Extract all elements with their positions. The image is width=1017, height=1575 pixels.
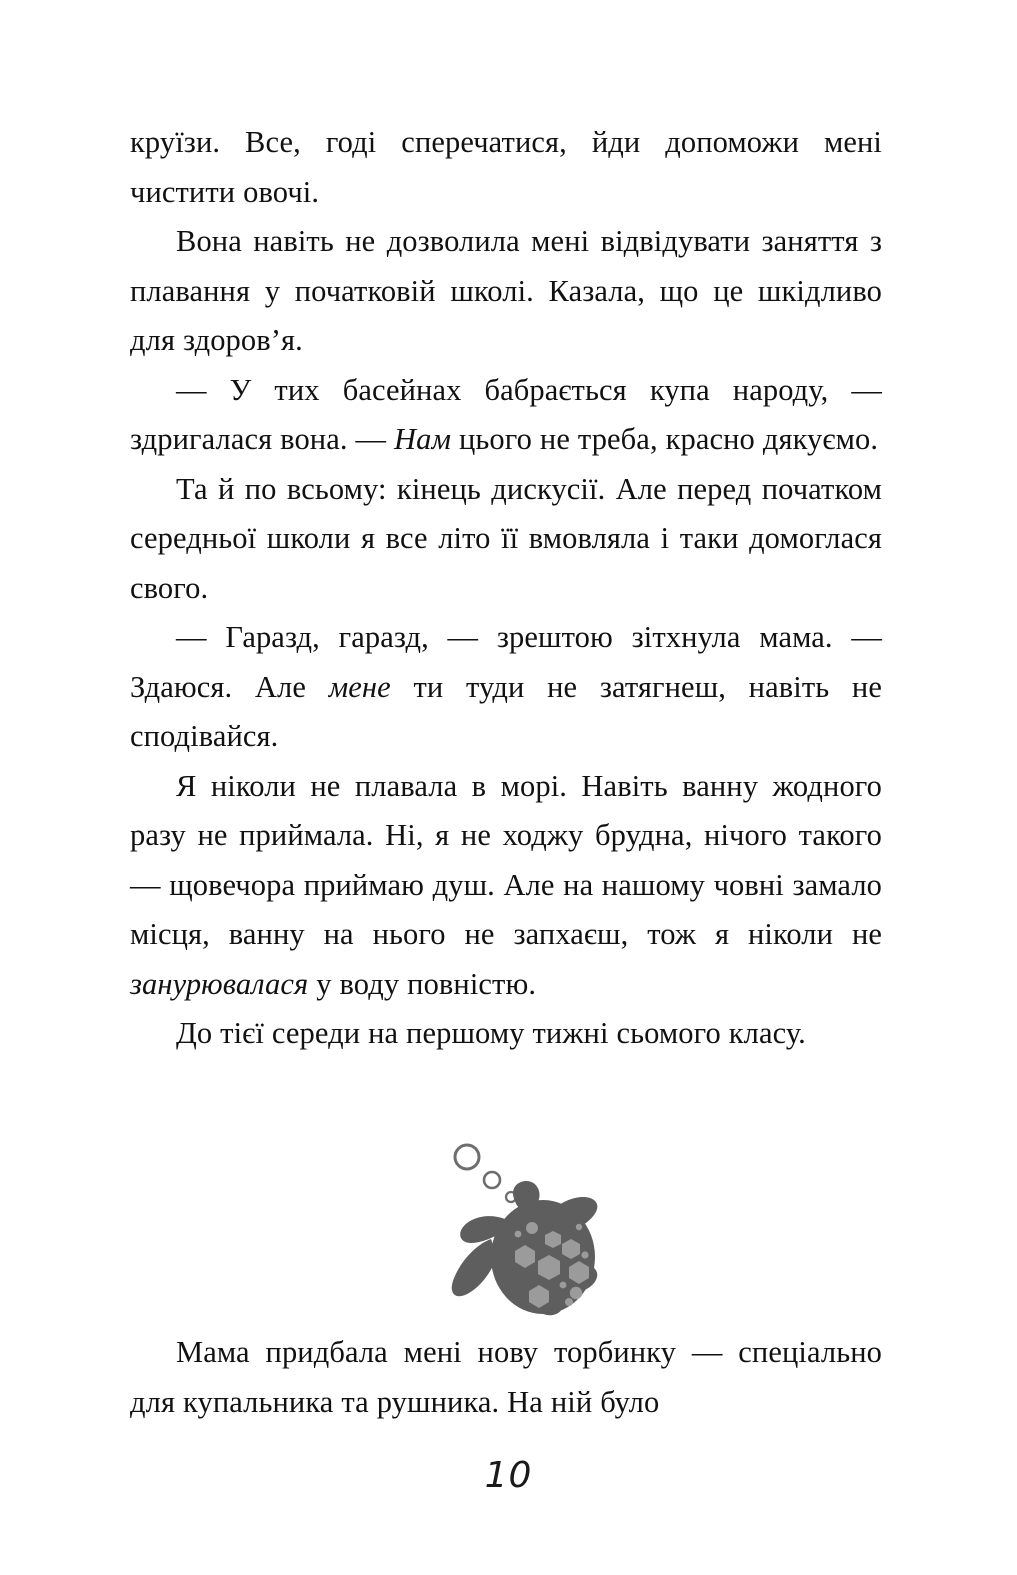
paragraph-fine-fine <box>130 613 882 762</box>
body-text-run: круїзи. Все, годі сперечатися, йди допоможи мені чистити овочі. <box>130 125 882 209</box>
turtle-bubbles <box>455 1145 516 1202</box>
body-text-run: Я ніколи не плавала в морі. Навіть ванну жодного разу не приймала. Ні, я не ходжу брудна, нічого такого — щовечора приймаю душ. Але на нашому човні замало місця, ванну на нього не запхаєш, тож я ніколи не <box>130 768 882 951</box>
sea-turtle-icon <box>419 1135 599 1320</box>
body-text-run: Вона навіть не дозволила мені відвідувати заняття з плавання у початковій школі. Казала, що це шкідливо для здоров’я. <box>130 224 882 357</box>
body-text-upper <box>130 118 882 1059</box>
paragraph-swim-lessons <box>130 217 882 366</box>
body-text-run: у воду повністю. <box>308 966 537 1001</box>
body-text-run: — У тих басейнах бабрається купа народу, — здригалася вона. — <box>130 372 882 456</box>
page-number: 10 <box>484 1455 533 1496</box>
section-break-ornament <box>0 1135 1017 1320</box>
body-text-lower <box>130 1328 882 1427</box>
body-text-run: цього не треба, красно дякуємо. <box>451 422 879 456</box>
paragraph-continued <box>130 118 882 217</box>
paragraph-end-of-discussion <box>130 465 882 614</box>
body-text-run: Та й по всьому: кінець дискусії. Але перед початком середньої школи я все літо її вмовляла і таки домоглася свого. <box>130 471 882 605</box>
body-text-run: До тієї середи на першому тижні сьомого класу. <box>176 1016 806 1050</box>
paragraph-new-bag <box>130 1328 882 1427</box>
emphasis-text: занурювалася <box>130 966 309 1001</box>
emphasis-text: Нам <box>394 422 452 456</box>
paragraph-until-wednesday <box>130 1009 882 1059</box>
body-text-run: Мама придбала мені нову торбинку — спеціально для купальника та рушника. На ній було <box>130 1335 882 1419</box>
paragraph-pools-dialogue <box>130 366 882 465</box>
body-text-run: — Гаразд, гаразд, — зрештою зітхнула мама. — Здаюся. Але <box>130 620 882 704</box>
paragraph-never-swam <box>130 762 882 1010</box>
emphasis-text: мене <box>328 669 391 704</box>
body-text-run: ти туди не затягнеш, навіть не сподівайся. <box>130 669 882 753</box>
